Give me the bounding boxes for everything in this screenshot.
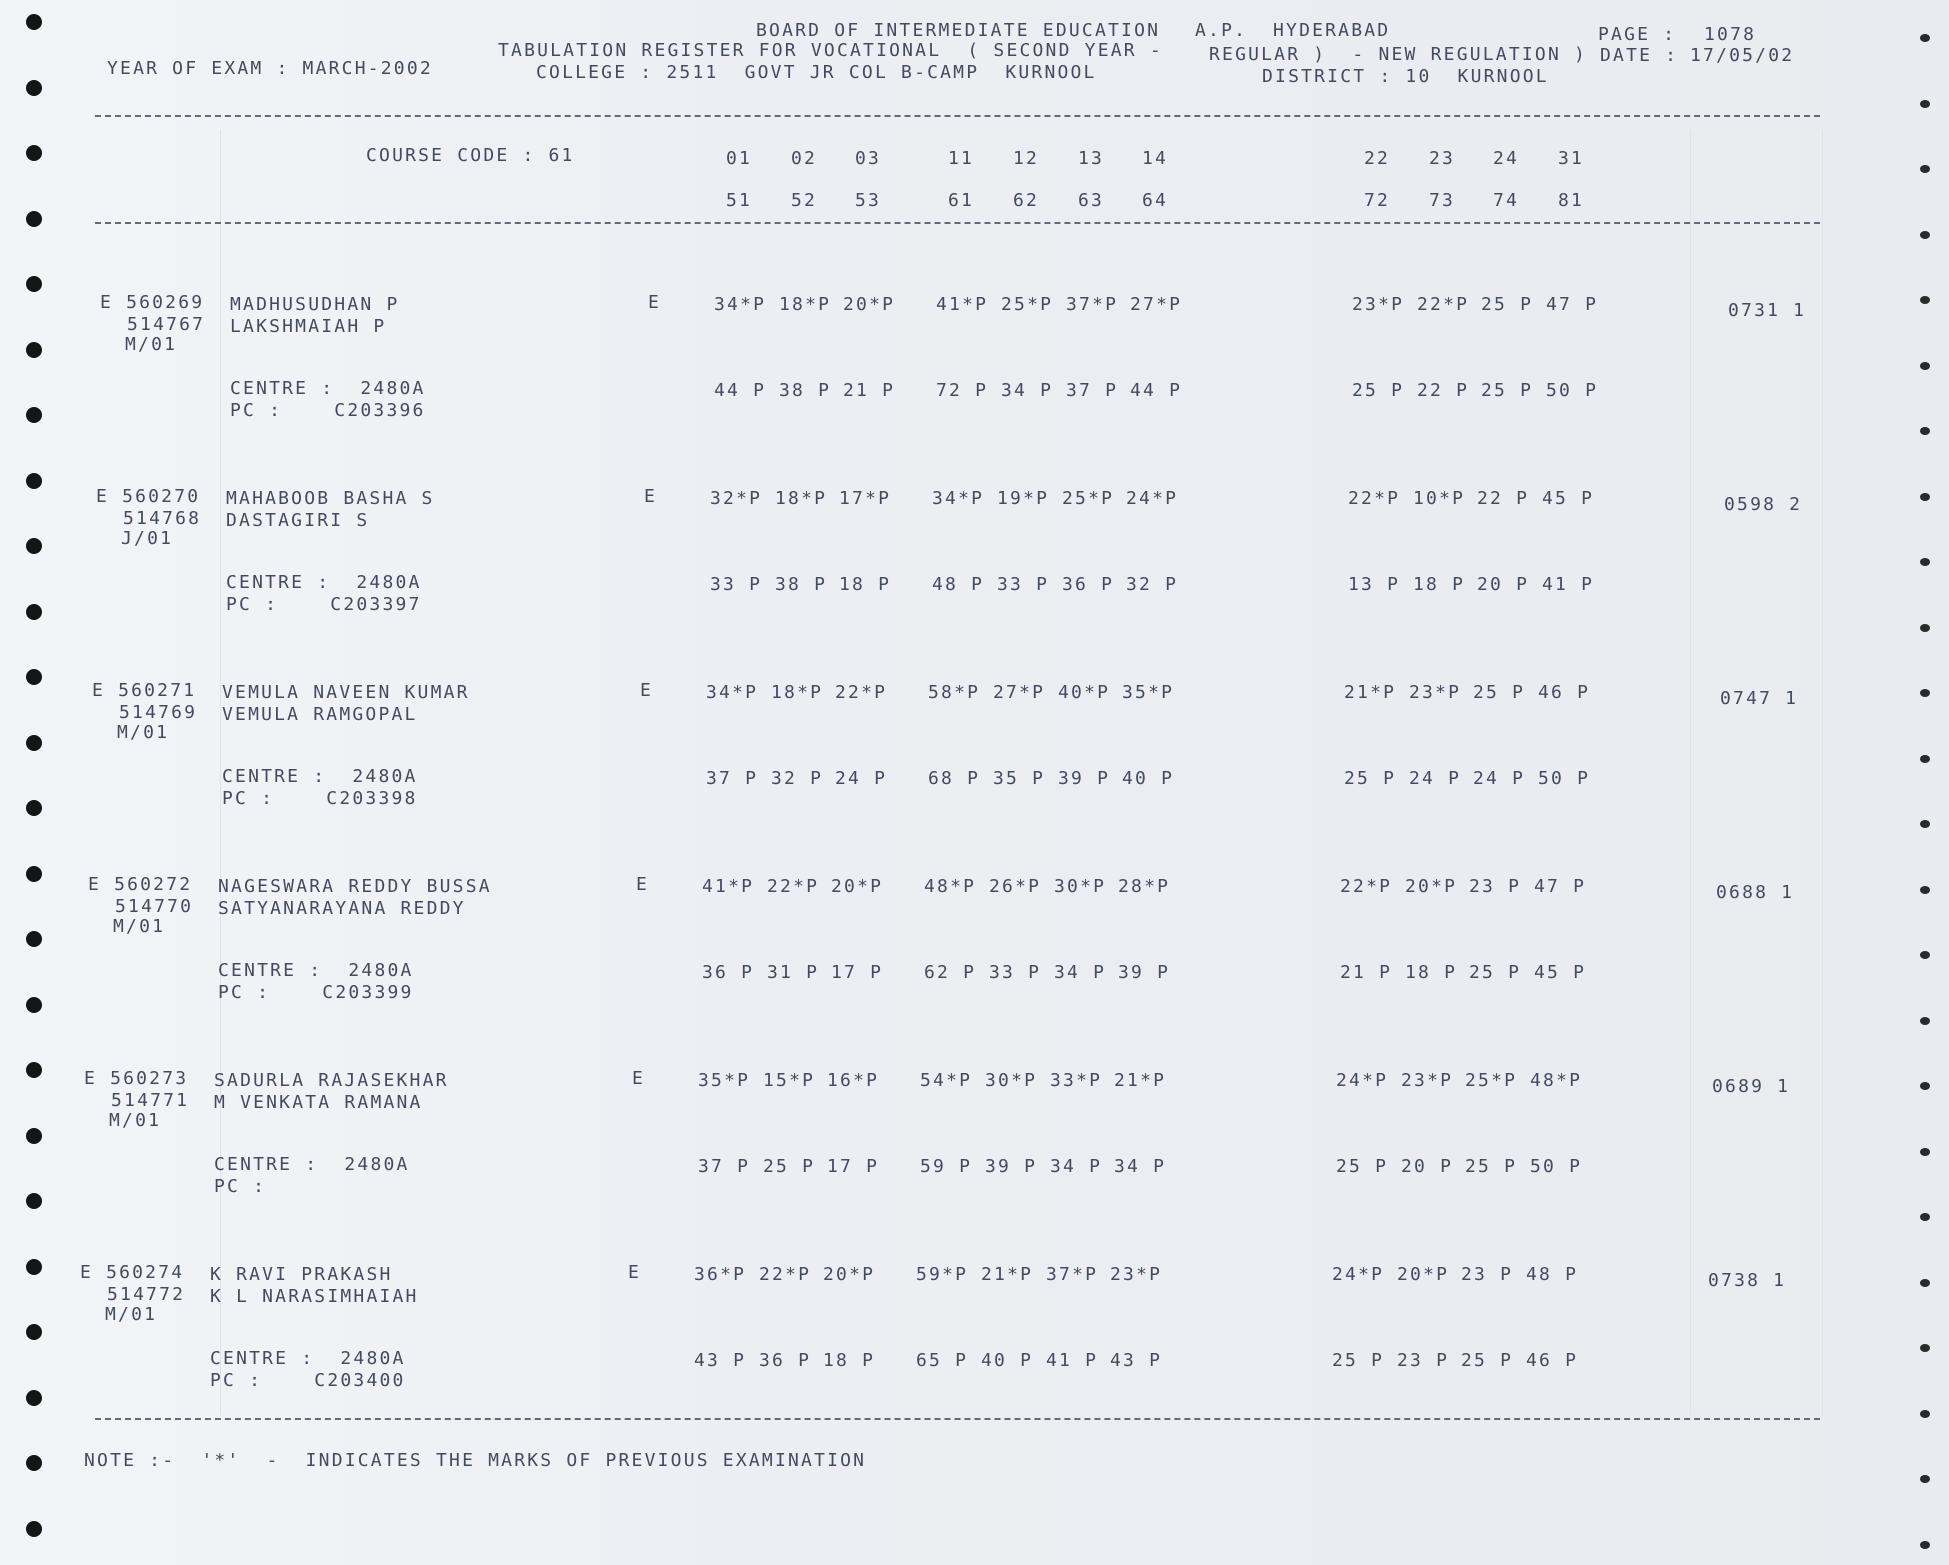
pc-number: PC : C203397 [226,594,422,615]
sprocket-hole [1920,1475,1930,1483]
second-year-mark: 35 P [993,768,1046,789]
first-year-mark: 22 P [1477,488,1530,509]
second-year-mark: 39 P [985,1156,1038,1177]
centre-code: CENTRE : 2480A [218,960,414,981]
register-title: TABULATION REGISTER FOR VOCATIONAL ( SECOND YEAR - [498,40,1163,61]
sprocket-hole [26,538,42,554]
sprocket-hole [26,145,42,161]
second-year-mark: 41 P [1046,1350,1099,1371]
second-year-mark: 50 P [1538,768,1591,789]
medium-code: E [628,1262,642,1283]
subject-code: 81 [1558,190,1585,211]
grand-total: 0731 1 [1728,300,1807,321]
first-year-mark: 23*P [1401,1070,1454,1091]
second-year-mark: 34 P [1001,380,1054,401]
medium-code: E [636,874,650,895]
first-year-mark: 21*P [981,1264,1034,1285]
second-year-mark: 59 P [920,1156,973,1177]
sprocket-hole [26,1259,42,1275]
student-name: K RAVI PRAKASH [210,1264,393,1285]
first-year-mark: 22*P [1340,876,1393,897]
centre-code: CENTRE : 2480A [230,378,426,399]
sprocket-hole [1920,1017,1930,1025]
subject-code: 63 [1078,190,1105,211]
sprocket-hole [1920,1541,1930,1549]
second-year-mark: 37 P [1066,380,1119,401]
second-year-mark: 25 P [1336,1156,1389,1177]
first-year-mark: 27*P [1130,294,1183,315]
sprocket-hole [1920,886,1930,894]
second-year-mark: 18 P [839,574,892,595]
medium-code: E [644,486,658,507]
second-year-mark: 43 P [1110,1350,1163,1371]
first-year-mark: 35*P [1122,682,1175,703]
sprocket-hole [26,604,42,620]
first-year-mark: 22*P [767,876,820,897]
sprocket-hole [26,276,42,292]
first-year-mark: 24*P [1332,1264,1385,1285]
first-year-mark: 41*P [702,876,755,897]
grand-total: 0689 1 [1712,1076,1791,1097]
second-year-mark: 24 P [835,768,888,789]
centre-code: CENTRE : 2480A [214,1154,410,1175]
second-year-mark: 34 P [1114,1156,1167,1177]
grand-total: 0598 2 [1724,494,1803,515]
first-year-mark: 30*P [985,1070,1038,1091]
first-year-mark: 26*P [989,876,1042,897]
sprocket-hole [1920,1279,1930,1287]
subject-code: 14 [1142,148,1169,169]
subject-code: 51 [726,190,753,211]
second-year-mark: 25 P [1344,768,1397,789]
first-year-mark: 22*P [835,682,888,703]
sprocket-hole [1920,1213,1930,1221]
first-year-mark: 25*P [1465,1070,1518,1091]
first-year-mark: 54*P [920,1070,973,1091]
group-code: M/01 [109,1110,162,1131]
sprocket-hole [26,866,42,882]
year-of-exam: YEAR OF EXAM : MARCH-2002 [107,58,433,79]
second-year-mark: 23 P [1397,1350,1450,1371]
first-year-mark: 19*P [997,488,1050,509]
second-year-mark: 37 P [706,768,759,789]
medium-code: E [640,680,654,701]
second-year-mark: 48 P [932,574,985,595]
father-name: K L NARASIMHAIAH [210,1286,419,1307]
sprocket-hole [26,735,42,751]
first-year-mark: 18*P [775,488,828,509]
first-year-mark: 23*P [1110,1264,1163,1285]
first-year-mark: 45 P [1542,488,1595,509]
second-year-mark: 39 P [1118,962,1171,983]
first-year-mark: 37*P [1046,1264,1099,1285]
subject-code: 01 [726,148,753,169]
group-code: M/01 [125,334,178,355]
second-year-mark: 34 P [1050,1156,1103,1177]
second-year-mark: 38 P [775,574,828,595]
second-year-mark: 25 P [1481,380,1534,401]
sprocket-hole [26,1521,42,1537]
first-year-mark: 25 P [1481,294,1534,315]
second-year-mark: 32 P [771,768,824,789]
second-year-mark: 39 P [1058,768,1111,789]
first-year-mark: 25*P [1062,488,1115,509]
first-year-mark: 23 P [1461,1264,1514,1285]
medium-code: E [648,292,662,313]
form-rule [1690,130,1691,1415]
sprocket-hole [1920,1082,1930,1090]
second-year-mark: 65 P [916,1350,969,1371]
subject-code: 24 [1493,148,1520,169]
second-year-mark: 40 P [981,1350,1034,1371]
father-name: VEMULA RAMGOPAL [222,704,418,725]
subject-code: 13 [1078,148,1105,169]
first-year-mark: 22*P [1417,294,1470,315]
pc-number: PC : [214,1176,267,1197]
first-year-mark: 18*P [771,682,824,703]
second-year-mark: 72 P [936,380,989,401]
pc-number: PC : C203399 [218,982,414,1003]
sprocket-hole [1920,34,1930,42]
second-year-mark: 17 P [831,962,884,983]
subject-code: 52 [791,190,818,211]
first-year-mark: 47 P [1534,876,1587,897]
hall-ticket-number: E 560269 [100,292,205,313]
second-year-mark: 68 P [928,768,981,789]
sprocket-hole [26,80,42,96]
first-year-mark: 18*P [779,294,832,315]
first-year-mark: 20*P [1405,876,1458,897]
hall-ticket-number: E 560274 [80,1262,185,1283]
first-year-mark: 20*P [1397,1264,1450,1285]
first-year-mark: 33*P [1050,1070,1103,1091]
first-year-mark: 30*P [1054,876,1107,897]
sprocket-hole [26,1455,42,1471]
second-year-mark: 36 P [759,1350,812,1371]
centre-code: CENTRE : 2480A [210,1348,406,1369]
centre-code: CENTRE : 2480A [222,766,418,787]
second-year-mark: 25 P [763,1156,816,1177]
first-year-mark: 59*P [916,1264,969,1285]
group-code: M/01 [113,916,166,937]
second-year-mark: 25 P [1469,962,1522,983]
grand-total: 0688 1 [1716,882,1795,903]
second-year-mark: 32 P [1126,574,1179,595]
second-year-mark: 44 P [1130,380,1183,401]
subject-code: 64 [1142,190,1169,211]
subject-code: 74 [1493,190,1520,211]
first-year-mark: 34*P [932,488,985,509]
registration-number: 514768 [123,508,202,529]
second-year-mark: 41 P [1542,574,1595,595]
student-name: MAHABOOB BASHA S [226,488,435,509]
state-label: A.P. [1195,20,1248,41]
second-year-mark: 36 P [1062,574,1115,595]
sprocket-hole [1920,1344,1930,1352]
first-year-mark: 23 P [1469,876,1522,897]
pc-number: PC : C203396 [230,400,426,421]
sprocket-hole [1920,755,1930,763]
centre-code: CENTRE : 2480A [226,572,422,593]
second-year-mark: 50 P [1530,1156,1583,1177]
sprocket-hole [1920,296,1930,304]
first-year-mark: 41*P [936,294,989,315]
sprocket-hole [26,211,42,227]
first-year-mark: 32*P [710,488,763,509]
group-code: M/01 [105,1304,158,1325]
second-year-mark: 18 P [1405,962,1458,983]
first-year-mark: 27*P [993,682,1046,703]
first-year-mark: 58*P [928,682,981,703]
registration-number: 514772 [107,1284,186,1305]
sprocket-hole [1920,100,1930,108]
subject-code: 12 [1013,148,1040,169]
second-year-mark: 36 P [702,962,755,983]
sprocket-hole [1920,165,1930,173]
second-year-mark: 25 P [1461,1350,1514,1371]
second-year-mark: 20 P [1401,1156,1454,1177]
first-year-mark: 15*P [763,1070,816,1091]
second-year-mark: 33 P [710,574,763,595]
second-year-mark: 44 P [714,380,767,401]
first-year-mark: 34*P [706,682,759,703]
second-year-mark: 34 P [1054,962,1107,983]
second-year-mark: 17 P [827,1156,880,1177]
father-name: M VENKATA RAMANA [214,1092,423,1113]
first-year-mark: 48 P [1526,1264,1579,1285]
second-year-mark: 25 P [1352,380,1405,401]
print-date: 17/05/02 [1690,45,1795,66]
second-year-mark: 13 P [1348,574,1401,595]
registration-number: 514769 [119,702,198,723]
first-year-mark: 25*P [1001,294,1054,315]
first-year-mark: 35*P [698,1070,751,1091]
first-year-mark: 28*P [1118,876,1171,897]
father-name: LAKSHMAIAH P [230,316,387,337]
sprocket-hole [1920,951,1930,959]
registration-number: 514770 [115,896,194,917]
sprocket-hole [26,1062,42,1078]
sprocket-hole [26,669,42,685]
subject-code: 62 [1013,190,1040,211]
group-code: J/01 [121,528,174,549]
subject-code: 03 [855,148,882,169]
second-year-mark: 21 P [843,380,896,401]
sprocket-hole [26,1193,42,1209]
sprocket-hole [1920,362,1930,370]
second-year-mark: 46 P [1526,1350,1579,1371]
second-year-mark: 33 P [997,574,1050,595]
registration-number: 514767 [127,314,206,335]
divider-top [95,115,1820,117]
second-year-mark: 62 P [924,962,977,983]
pc-number: PC : C203400 [210,1370,406,1391]
form-rule [220,130,221,1415]
sprocket-hole [26,800,42,816]
first-year-mark: 48*P [1530,1070,1583,1091]
second-year-mark: 31 P [767,962,820,983]
hall-ticket-number: E 560272 [88,874,193,895]
sprocket-hole [26,1324,42,1340]
first-year-mark: 36*P [694,1264,747,1285]
first-year-mark: 17*P [839,488,892,509]
subject-code: 23 [1429,148,1456,169]
course-code: COURSE CODE : 61 [366,145,575,166]
page-number: 1078 [1704,24,1757,45]
hall-ticket-number: E 560271 [92,680,197,701]
sprocket-hole [26,342,42,358]
second-year-mark: 18 P [823,1350,876,1371]
sprocket-hole [26,1128,42,1144]
sprocket-hole [26,931,42,947]
second-year-mark: 50 P [1546,380,1599,401]
sprocket-hole [1920,1410,1930,1418]
grand-total: 0738 1 [1708,1270,1787,1291]
registration-number: 514771 [111,1090,190,1111]
father-name: SATYANARAYANA REDDY [218,898,466,919]
subject-code: 22 [1364,148,1391,169]
sprocket-hole [1920,689,1930,697]
subject-code: 73 [1429,190,1456,211]
form-rule [1822,130,1823,1415]
second-year-mark: 33 P [989,962,1042,983]
first-year-mark: 23*P [1409,682,1462,703]
second-year-mark: 24 P [1409,768,1462,789]
second-year-mark: 25 P [1332,1350,1385,1371]
sprocket-hole [1920,1148,1930,1156]
second-year-mark: 38 P [779,380,832,401]
grand-total: 0747 1 [1720,688,1799,709]
second-year-mark: 20 P [1477,574,1530,595]
hall-ticket-number: E 560273 [84,1068,189,1089]
date-label: DATE : [1600,45,1679,66]
district-label: DISTRICT : 10 KURNOOL [1262,66,1549,87]
first-year-mark: 47 P [1546,294,1599,315]
divider-header [95,222,1820,224]
pc-number: PC : C203398 [222,788,418,809]
second-year-mark: 43 P [694,1350,747,1371]
sprocket-hole [26,14,42,30]
sprocket-hole [1920,820,1930,828]
second-year-mark: 22 P [1417,380,1470,401]
second-year-mark: 40 P [1122,768,1175,789]
first-year-mark: 23*P [1352,294,1405,315]
first-year-mark: 25 P [1473,682,1526,703]
first-year-mark: 22*P [1348,488,1401,509]
hall-ticket-number: E 560270 [96,486,201,507]
sprocket-hole [26,997,42,1013]
first-year-mark: 20*P [843,294,896,315]
second-year-mark: 37 P [698,1156,751,1177]
second-year-mark: 21 P [1340,962,1393,983]
sprocket-hole [1920,558,1930,566]
first-year-mark: 20*P [831,876,884,897]
subject-code: 02 [791,148,818,169]
sprocket-hole [26,473,42,489]
second-year-mark: 24 P [1473,768,1526,789]
first-year-mark: 34*P [714,294,767,315]
second-year-mark: 18 P [1413,574,1466,595]
first-year-mark: 20*P [823,1264,876,1285]
sprocket-hole [26,1390,42,1406]
medium-code: E [632,1068,646,1089]
subject-code: 31 [1558,148,1585,169]
student-name: VEMULA NAVEEN KUMAR [222,682,470,703]
sprocket-hole [1920,624,1930,632]
first-year-mark: 24*P [1336,1070,1389,1091]
first-year-mark: 24*P [1126,488,1179,509]
father-name: DASTAGIRI S [226,510,370,531]
student-name: SADURLA RAJASEKHAR [214,1070,449,1091]
first-year-mark: 37*P [1066,294,1119,315]
sprocket-hole [26,407,42,423]
college-label: COLLEGE : 2511 GOVT JR COL B-CAMP KURNOOL [536,62,1097,83]
divider-bottom [95,1418,1820,1420]
first-year-mark: 10*P [1413,488,1466,509]
second-year-mark: 25 P [1465,1156,1518,1177]
subject-code: 11 [948,148,975,169]
footnote: NOTE :- '*' - INDICATES THE MARKS OF PREVIOUS EXAMINATION [84,1450,867,1471]
city-label: HYDERABAD [1273,20,1391,41]
sprocket-hole [1920,493,1930,501]
first-year-mark: 21*P [1114,1070,1167,1091]
second-year-mark: 45 P [1534,962,1587,983]
first-year-mark: 40*P [1058,682,1111,703]
page-label: PAGE : [1598,24,1677,45]
board-title: BOARD OF INTERMEDIATE EDUCATION [756,20,1161,41]
group-code: M/01 [117,722,170,743]
sprocket-hole [1920,427,1930,435]
sprocket-hole [1920,231,1930,239]
regulation-label: REGULAR ) - NEW REGULATION ) [1209,44,1588,65]
subject-code: 72 [1364,190,1391,211]
student-name: MADHUSUDHAN P [230,294,400,315]
first-year-mark: 22*P [759,1264,812,1285]
student-name: NAGESWARA REDDY BUSSA [218,876,492,897]
first-year-mark: 21*P [1344,682,1397,703]
subject-code: 61 [948,190,975,211]
first-year-mark: 16*P [827,1070,880,1091]
first-year-mark: 48*P [924,876,977,897]
first-year-mark: 46 P [1538,682,1591,703]
subject-code: 53 [855,190,882,211]
